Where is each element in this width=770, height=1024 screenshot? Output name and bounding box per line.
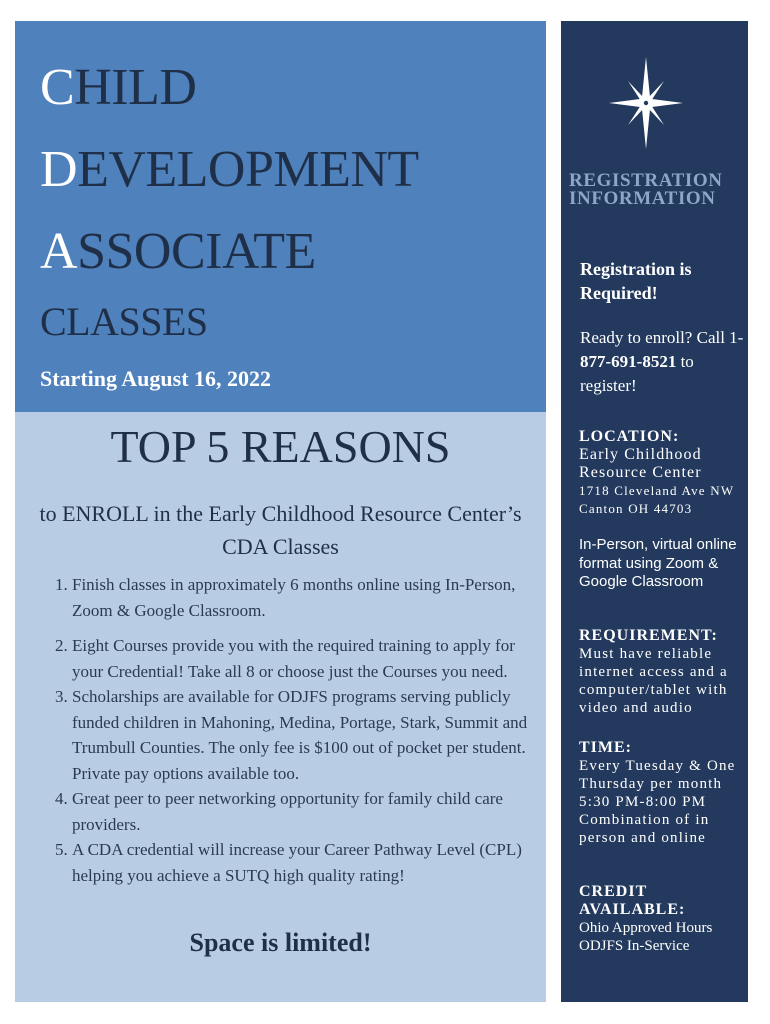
- title-line-development: DEVELOPMENT: [40, 141, 419, 198]
- reason-item: 5. A CDA credential will increase your Career Pathway Level (CPL) helping you achieve a SUTQ high quality rating!: [72, 837, 540, 888]
- credit-odjfs: ODJFS In-Service: [579, 938, 690, 954]
- location-section: [579, 428, 744, 518]
- credit-heading: CREDIT AVAILABLE:: [579, 883, 686, 918]
- requirement-heading: REQUIREMENT:: [579, 627, 718, 644]
- registration-required: Registration is Required!: [580, 259, 692, 303]
- location-street: 1718 Cleveland Ave NW: [579, 483, 735, 498]
- reasons-heading: TOP 5 REASONS: [110, 421, 451, 472]
- requirement-section: [579, 627, 744, 717]
- location-heading: LOCATION:: [579, 428, 680, 445]
- compass-star-icon: [609, 57, 683, 149]
- class-format-text: In-Person, virtual online format using Zoom & Google Classroom: [579, 536, 737, 590]
- enroll-call-text: Ready to enroll? Call 1-877-691-8521 to register!: [580, 328, 744, 395]
- reason-item: 2. Eight Courses provide you with the required training to apply for your Credential! Take all 8 or choose just the Courses you need.: [72, 633, 540, 684]
- title-line-child: CHILD: [40, 59, 197, 116]
- time-heading: TIME:: [579, 739, 632, 756]
- space-limited-note: Space is limited!: [189, 928, 372, 957]
- credit-section: [579, 883, 744, 955]
- phone-number: 877-691-8521: [580, 352, 677, 371]
- requirement-text: Must have reliable internet access and a computer/tablet with video and audio: [579, 646, 728, 716]
- start-date: Starting August 16, 2022: [40, 366, 272, 391]
- reason-item: 4. Great peer to peer networking opportunity for family child care providers.: [72, 786, 540, 837]
- reason-item: 1. Finish classes in approximately 6 months online using In-Person, Zoom & Google Classroom.: [72, 572, 540, 623]
- title-line-associate: ASSOCIATE: [40, 223, 316, 280]
- registration-sidebar: [561, 21, 748, 1002]
- reasons-subheading: to ENROLL in the Early Childhood Resource Center’s CDA Classes: [39, 501, 522, 559]
- time-hours: 5:30 PM-8:00 PM: [579, 794, 707, 810]
- location-name: Early Childhood Resource Center: [579, 446, 702, 481]
- registration-title: REGISTRATION INFORMATION: [569, 170, 723, 209]
- time-section: [579, 739, 744, 847]
- title-line-classes: CLASSES: [40, 299, 208, 344]
- credit-ohio-hours: Ohio Approved Hours: [579, 920, 713, 936]
- reasons-list: [22, 572, 540, 888]
- time-schedule: Every Tuesday & One Thursday per month: [579, 758, 736, 792]
- time-mode: Combination of in person and online: [579, 812, 710, 846]
- reason-item: 3. Scholarships are available for ODJFS programs serving publicly funded children in Mahoning, Medina, Portage, Stark, Summit and Trumbull Counties. The only fee is $100 out of pocket per student. Private pay options available too.: [72, 684, 540, 786]
- location-city: Canton OH 44703: [579, 501, 693, 516]
